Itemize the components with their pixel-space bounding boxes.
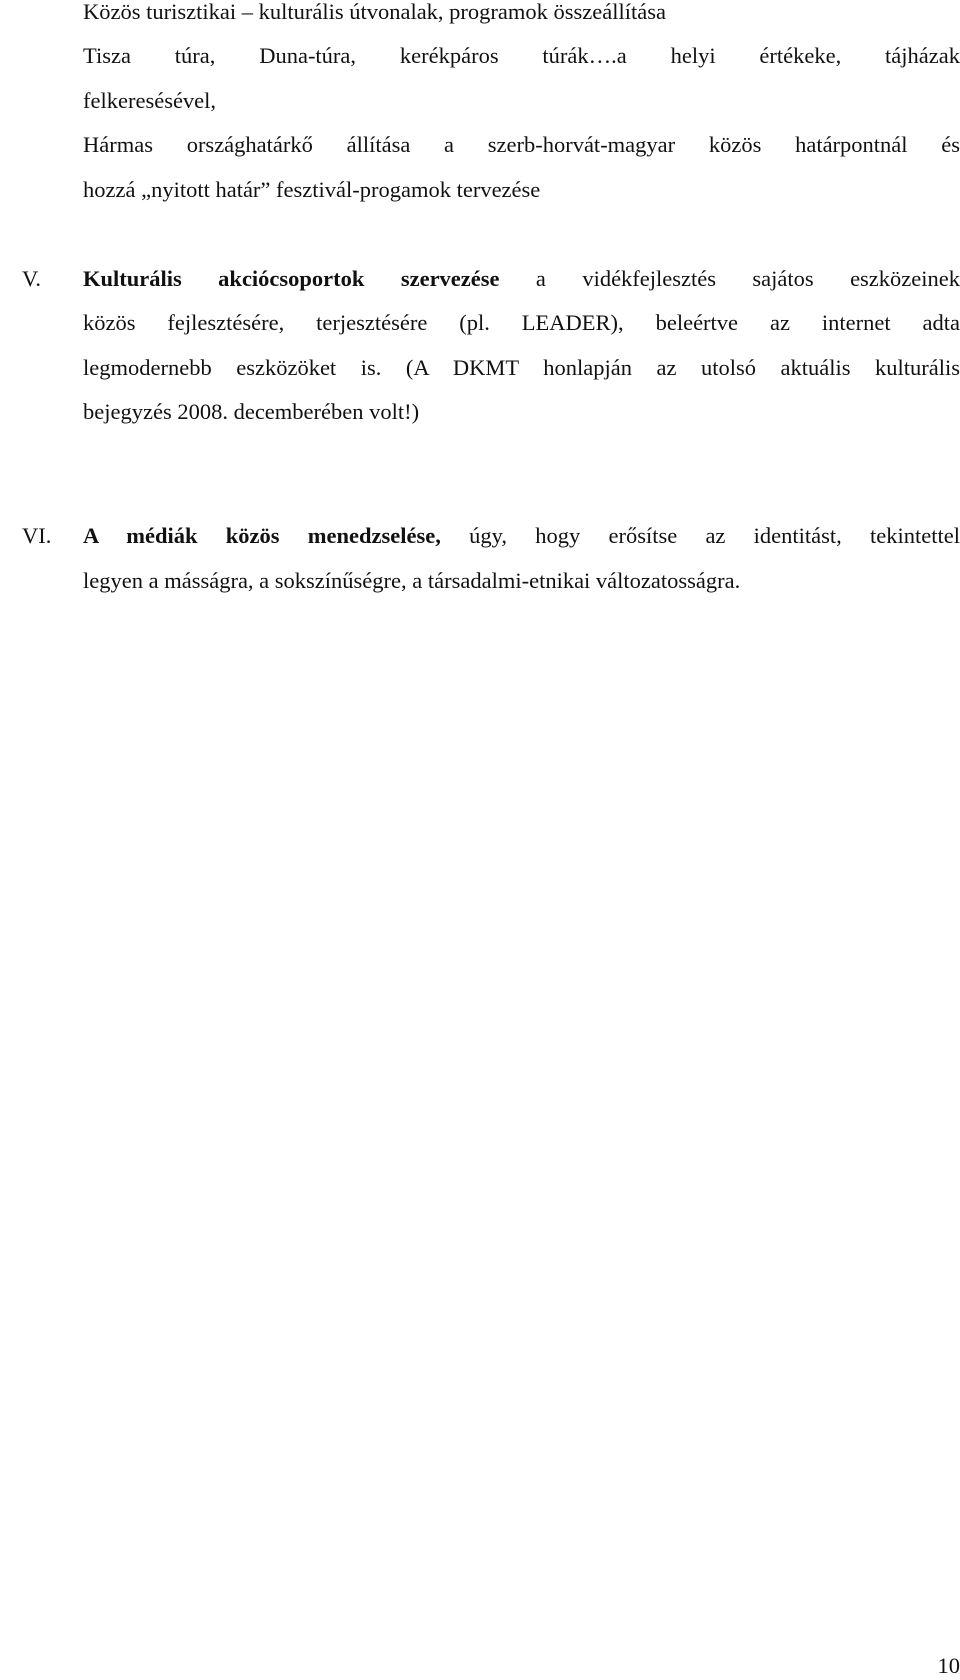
section-v-line-4: bejegyzés 2008. decemberében volt!) xyxy=(83,398,419,426)
intro-line-4: Hármas országhatárkő állítása a szerb-horvát-magyar közös határpontnál és xyxy=(83,131,960,159)
section-vi-heading: A médiák közös menedzselése, xyxy=(83,523,441,548)
section-v-line-3: legmodernebb eszközöket is. (A DKMT honlapján az utolsó aktuális kulturális xyxy=(83,354,960,382)
section-v-line-1 xyxy=(83,265,960,293)
section-vi-numeral: VI. xyxy=(22,522,51,550)
section-v-heading: Kulturális akciócsoportok szervezése xyxy=(83,266,500,291)
section-v-line-2: közös fejlesztésére, terjesztésére (pl. LEADER), beleértve az internet adta xyxy=(83,309,960,337)
section-vi-line-1-rest: úgy, hogy erősítse az identitást, tekintettel xyxy=(441,523,960,548)
section-v-line-1-rest: a vidékfejlesztés sajátos eszközeinek xyxy=(500,266,960,291)
section-vi-line-1 xyxy=(83,522,960,550)
intro-line-2: Tisza túra, Duna-túra, kerékpáros túrák….a helyi értékeke, tájházak xyxy=(83,42,960,70)
section-vi-line-2: legyen a másságra, a sokszínűségre, a társadalmi-etnikai változatosságra. xyxy=(83,567,740,595)
intro-line-1: Közös turisztikai – kulturális útvonalak, programok összeállítása xyxy=(83,0,666,26)
intro-line-3: felkeresésével, xyxy=(83,87,216,115)
page-number: 10 xyxy=(938,1652,960,1680)
section-v-numeral: V. xyxy=(22,265,41,293)
intro-line-5: hozzá „nyitott határ” fesztivál-progamok tervezése xyxy=(83,176,540,204)
